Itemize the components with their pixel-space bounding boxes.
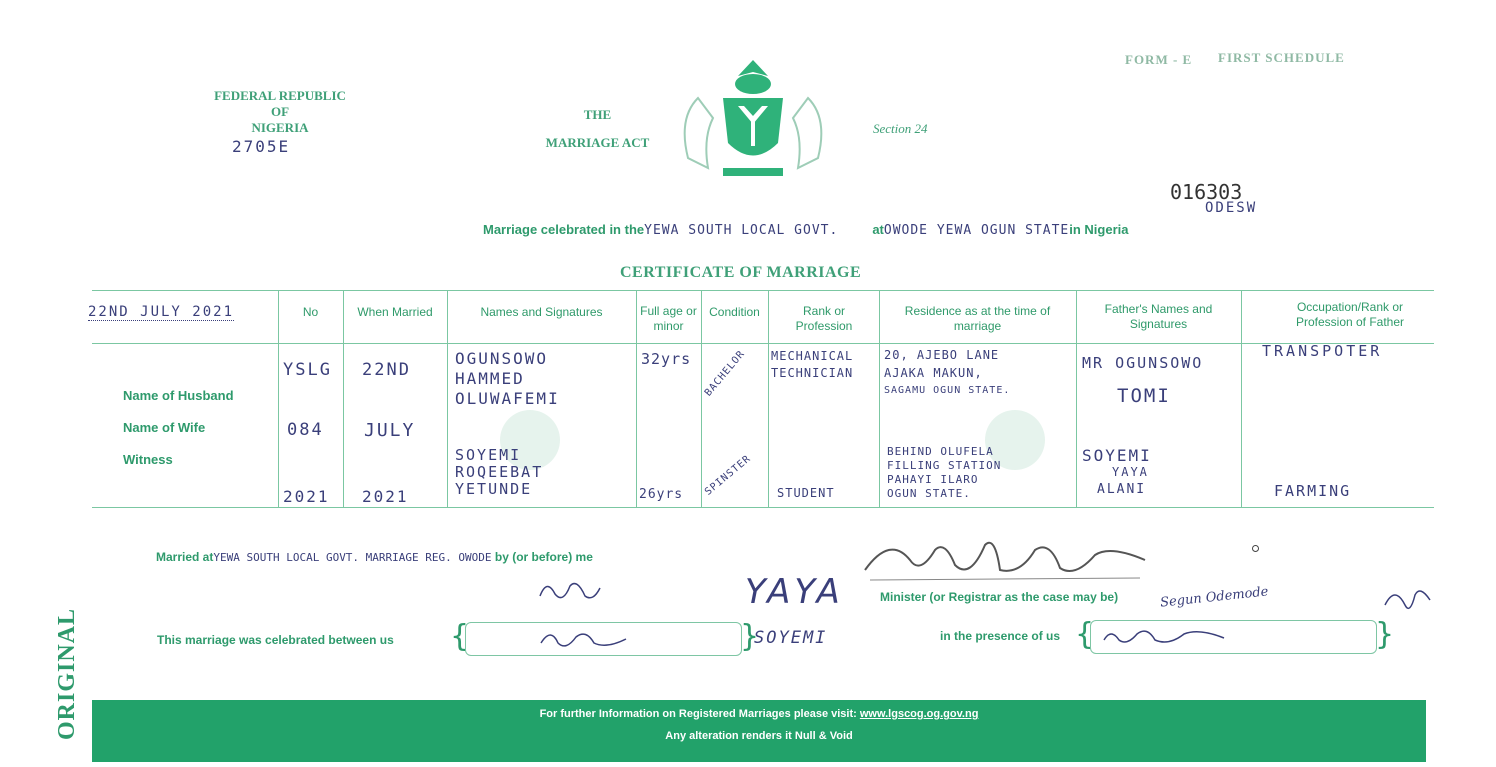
presence-signature-icon [1099,624,1229,650]
federal-line-2: OF [270,104,290,119]
certificate-suffix: ODESW [1205,200,1258,216]
reg-no-3: 2021 [283,487,330,506]
col-header-condition: Condition [709,305,760,319]
celebrated-prefix: Marriage celebrated in the [483,222,645,237]
husband-rank-line: TECHNICIAN [771,366,854,380]
label-witness: Witness [123,452,173,467]
schedule-label: FIRST SCHEDULE [1218,50,1345,65]
between-signature-2: SOYEMI [754,628,828,648]
witness-signature: Segun Odemode [1159,584,1270,611]
right-brace-icon: } [740,619,760,654]
footer-banner [92,700,1426,762]
married-at-prefix: Married at [156,550,214,564]
federal-line-3: NIGERIA [251,120,309,135]
wife-residence-line: PAHAYI ILARO [887,473,979,486]
celebrated-at: at [872,222,884,237]
col-header-rank: Rank or Profession [795,304,853,333]
col-divider [1241,290,1242,507]
wife-name-line: ROQEEBAT [455,463,544,481]
table-header-rule [92,343,1434,344]
certificate-title: CERTIFICATE OF MARRIAGE [620,264,862,281]
married-at-line [156,550,593,564]
wife-condition: SPINSTER [703,453,754,498]
footer-info-text: For further Information on Registered Marriages please visit: [539,708,857,720]
wife-age: 26yrs [639,487,684,502]
wife-father-line: YAYA [1112,465,1149,479]
col-header-no: No [302,305,319,319]
col-divider [879,290,880,507]
husband-father-line: TOMI [1117,385,1171,407]
husband-father-line: MR OGUNSOWO [1082,354,1204,372]
when-married-2: JULY [364,420,416,441]
col-divider [278,290,279,507]
married-at-value: YEWA SOUTH LOCAL GOVT. MARRIAGE REG. OWODE [213,551,492,564]
col-divider [447,290,448,507]
col-divider [343,290,344,507]
husband-residence-line: AJAKA MAKUN, [884,366,983,380]
bride-signature-icon [536,625,636,653]
col-header-when-married: When Married [357,305,433,319]
reg-no-2: 084 [287,420,324,440]
left-brace-icon: { [1075,617,1095,652]
table-bottom-rule [92,507,1434,508]
husband-rank [771,348,853,382]
husband-rank-line: MECHANICAL [771,349,854,363]
presence-signature-box [1090,620,1377,654]
husband-name-line: OLUWAFEMI [455,389,560,408]
footer-url-link[interactable]: www.lgscog.og.gov.ng [859,708,979,720]
section-label: Section 24 [873,121,928,136]
wife-name-line: YETUNDE [455,480,533,498]
celebrated-place-1: YEWA SOUTH LOCAL GOVT. [644,223,839,238]
marriage-act-heading [525,101,670,157]
registrar-signature-icon [860,530,1150,595]
between-label: This marriage was celebrated between us [157,633,394,647]
federal-republic-heading [190,88,370,136]
wife-residence-line: BEHIND OLUFELA [887,445,994,458]
yaya-signature: YAYA [745,572,844,612]
husband-father [1082,347,1203,413]
form-label: FORM - E [1125,52,1193,67]
right-brace-icon: } [1375,617,1395,652]
between-signature-box [465,622,742,656]
presence-label: in the presence of us [940,629,1061,643]
married-at-suffix: by (or before) me [494,550,593,564]
original-side-label: ORIGINAL [54,607,80,740]
when-married-1: 22ND [362,360,411,380]
husband-residence-line: SAGAMU OGUN STATE. [884,385,1011,396]
table-top-rule [92,290,1434,291]
small-signature-icon [535,576,605,609]
footer-line-2: Any alteration renders it Null & Void [665,730,853,742]
husband-name-line: HAMMED [455,369,525,388]
col-header-residence: Residence as at the time of marriage [904,304,1051,333]
wife-name [455,447,543,498]
label-husband: Name of Husband [123,388,234,403]
label-wife: Name of Wife [123,420,206,435]
act-line-2: MARRIAGE ACT [545,135,650,150]
husband-residence [884,346,1010,400]
husband-condition: BACHELOR [702,348,748,399]
small-dot-icon [1252,545,1259,552]
wife-residence-line: FILLING STATION [887,459,1002,472]
husband-name-line: OGUNSOWO [455,349,549,368]
celebrated-place-2: OWODE YEWA OGUN STATE [883,223,1070,238]
wife-name-line: SOYEMI [455,446,522,464]
wife-father-occupation: FARMING [1274,482,1352,500]
footer-line-1 [92,708,1426,720]
act-line-1: THE [583,107,612,122]
col-divider [701,290,702,507]
husband-residence-line: 20, AJEBO LANE [884,348,1000,362]
celebrated-line [483,222,1129,238]
celebrated-suffix: in Nigeria [1069,222,1129,237]
left-brace-icon: { [450,619,470,654]
wife-father [1082,447,1152,498]
minister-label: Minister (or Registrar as the case may be) [880,590,1119,604]
husband-name [455,349,560,409]
wife-residence [887,445,1001,501]
col-divider [1076,290,1077,507]
col-header-names: Names and Signatures [480,305,603,319]
husband-father-occupation: TRANSPOTER [1262,342,1383,360]
serial-handwritten: 2705E [232,137,291,156]
coat-of-arms-icon [668,58,838,188]
marriage-date: 22ND JULY 2021 [88,304,235,320]
wife-residence-line: OGUN STATE. [887,487,971,500]
col-header-age: Full age or minor [640,304,697,333]
wife-father-line: ALANI [1097,482,1147,497]
col-divider [768,290,769,507]
certificate-number: 016303 [1170,180,1243,204]
col-header-father-occupation: Occupation/Rank or Profession of Father [1295,300,1405,329]
husband-age: 32yrs [641,350,692,368]
federal-line-1: FEDERAL REPUBLIC [214,88,346,103]
when-married-3: 2021 [362,487,409,506]
col-header-father: Father's Names and Signatures [1104,302,1213,331]
wife-rank: STUDENT [777,486,835,500]
reg-no-1: YSLG [283,360,332,380]
wife-father-line: SOYEMI [1082,446,1152,465]
